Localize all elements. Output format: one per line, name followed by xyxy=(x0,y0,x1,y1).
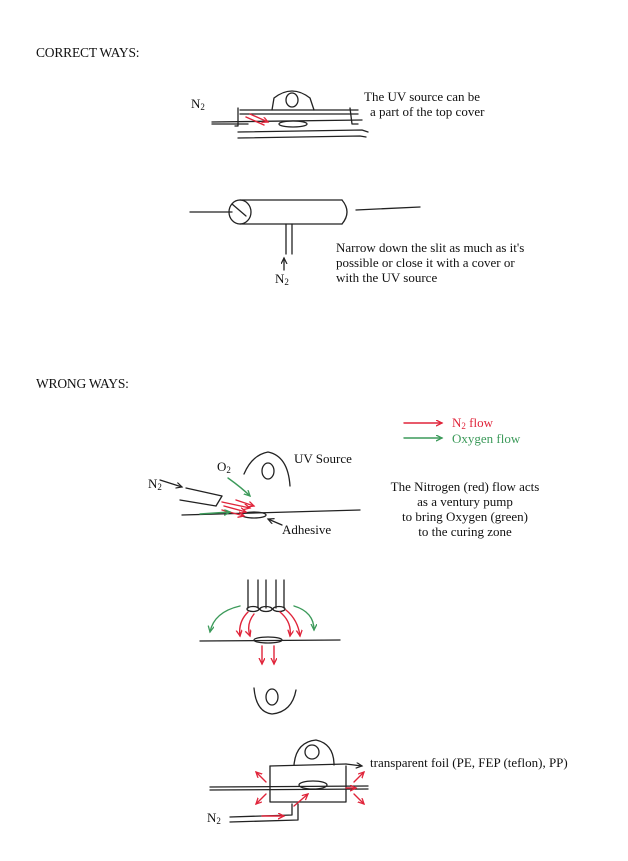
narrow-slit-note-line1: Narrow down the slit as much as it's xyxy=(336,240,525,255)
narrow-slit-note-line3: with the UV source xyxy=(336,270,438,285)
diagram-downward-nozzles xyxy=(200,580,340,714)
diagram-transparent-foil xyxy=(210,740,368,822)
uv-bulb-icon xyxy=(305,745,319,759)
n2-label-diagram5: $N_2$ xyxy=(207,810,221,826)
adhesive-label: Adhesive xyxy=(282,522,332,537)
uv-source-label: UV Source xyxy=(294,451,352,466)
transparent-foil-label: transparent foil (PE, FEP (teflon), PP) xyxy=(370,755,568,770)
o2-label: $O_2$ xyxy=(217,459,231,475)
n2-label-diagram1: $N_2$ xyxy=(191,96,205,112)
adhesive-drop xyxy=(279,121,307,127)
venturi-note-line1: The Nitrogen (red) flow acts xyxy=(390,479,540,494)
uv-bulb-icon xyxy=(266,689,278,705)
diagram-top-cover-uv xyxy=(212,91,368,138)
n2-label-diagram2: $N_2$ xyxy=(275,271,289,287)
venturi-note-line4: to the curing zone xyxy=(418,524,512,539)
legend-arrows xyxy=(404,423,442,438)
venturi-note-line3: to bring Oxygen (green) xyxy=(402,509,528,524)
legend-n2-flow: $N_2$ flow xyxy=(452,415,493,431)
diagram-venturi xyxy=(160,452,360,525)
narrow-slit-note-line2: possible or close it with a cover or xyxy=(336,255,515,270)
adhesive-drop xyxy=(299,781,327,789)
uv-source-top-cover-note-line1: The UV source can be xyxy=(364,89,480,104)
correct-ways-heading: CORRECT WAYS: xyxy=(36,45,140,60)
legend-oxygen-flow: Oxygen flow xyxy=(452,431,521,446)
venturi-note-line2: as a ventury pump xyxy=(417,494,513,509)
uv-bulb-icon xyxy=(286,93,298,107)
diagram-narrow-slit xyxy=(190,200,420,270)
wrong-ways-heading: WRONG WAYS: xyxy=(36,376,129,391)
uv-source-bulb-icon xyxy=(262,463,274,479)
n2-label-diagram3: $N_2$ xyxy=(148,476,162,492)
uv-source-top-cover-note-line2: a part of the top cover xyxy=(370,104,485,119)
